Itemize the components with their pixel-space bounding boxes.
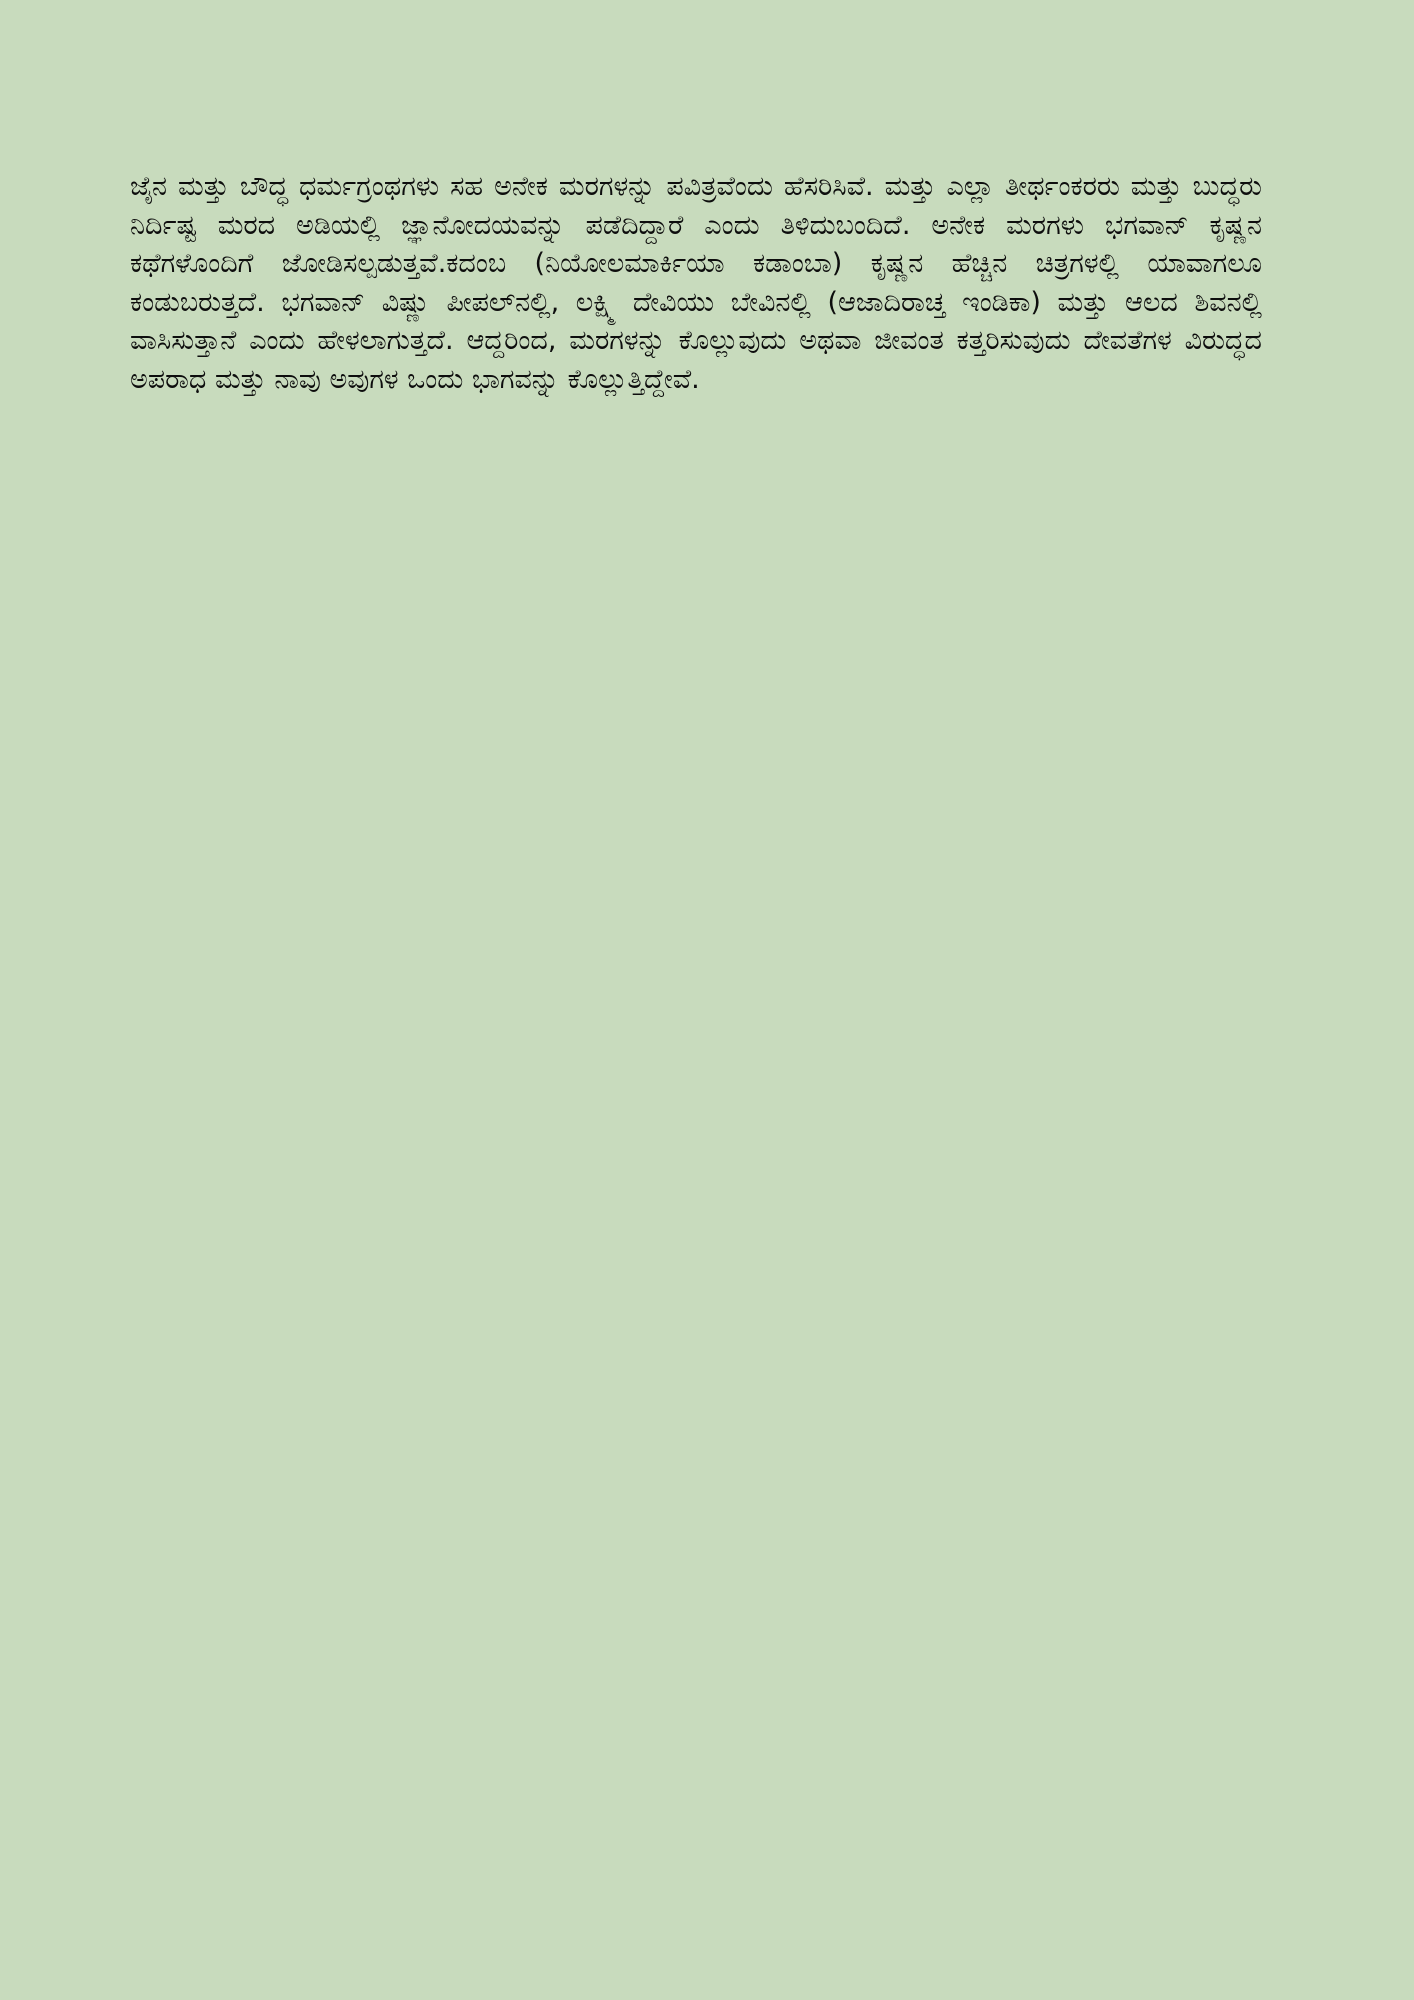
body-paragraph: ಜೈನ ಮತ್ತು ಬೌದ್ಧ ಧರ್ಮಗ್ರಂಥಗಳು ಸಹ ಅನೇಕ ಮರಗಳನ್ನು ಪವಿತ್ರವೆಂದು ಹೆಸರಿಸಿವೆ. ಮತ್ತು ಎಲ್ಲಾ ತೀರ್ಥಂಕರರು ಮತ್ತು ಬುದ್ಧರು ನಿರ್ದಿಷ್ಟ ಮರದ ಅಡಿಯಲ್ಲಿ ಜ್ಞಾನೋದಯವನ್ನು ಪಡೆದಿದ್ದಾರೆ ಎಂದು ತಿಳಿದುಬಂದಿದೆ. ಅನೇಕ ಮರಗಳು ಭಗವಾನ್ ಕೃಷ್ಣನ ಕಥೆಗಳೊಂದಿಗೆ ಜೋಡಿಸಲ್ಪಡುತ್ತವೆ.ಕದಂಬ (ನಿಯೋಲಮಾರ್ಕಿಯಾ ಕಡಾಂಬಾ) ಕೃಷ್ಣನ ಹೆಚ್ಚಿನ ಚಿತ್ರಗಳಲ್ಲಿ ಯಾವಾಗಲೂ ಕಂಡುಬರುತ್ತದೆ. ಭಗವಾನ್ ವಿಷ್ಣು ಪೀಪಲ್‌ನಲ್ಲಿ, ಲಕ್ಷ್ಮಿ ದೇವಿಯು ಬೇವಿನಲ್ಲಿ (ಆಜಾದಿರಾಚ್ತ ಇಂಡಿಕಾ) ಮತ್ತು ಆಲದ ಶಿವನಲ್ಲಿ ವಾಸಿಸುತ್ತಾನೆ ಎಂದು ಹೇಳಲಾಗುತ್ತದೆ. ಆದ್ದರಿಂದ, ಮರಗಳನ್ನು ಕೊಲ್ಲುವುದು ಅಥವಾ ಜೀವಂತ ಕತ್ತರಿಸುವುದು ದೇವತೆಗಳ ವಿರುದ್ಧದ ಅಪರಾಧ ಮತ್ತು ನಾವು ಅವುಗಳ ಒಂದು ಭಾಗವನ್ನು ಕೊಲ್ಲುತ್ತಿದ್ದೇವೆ. xyxy=(130,171,1262,395)
